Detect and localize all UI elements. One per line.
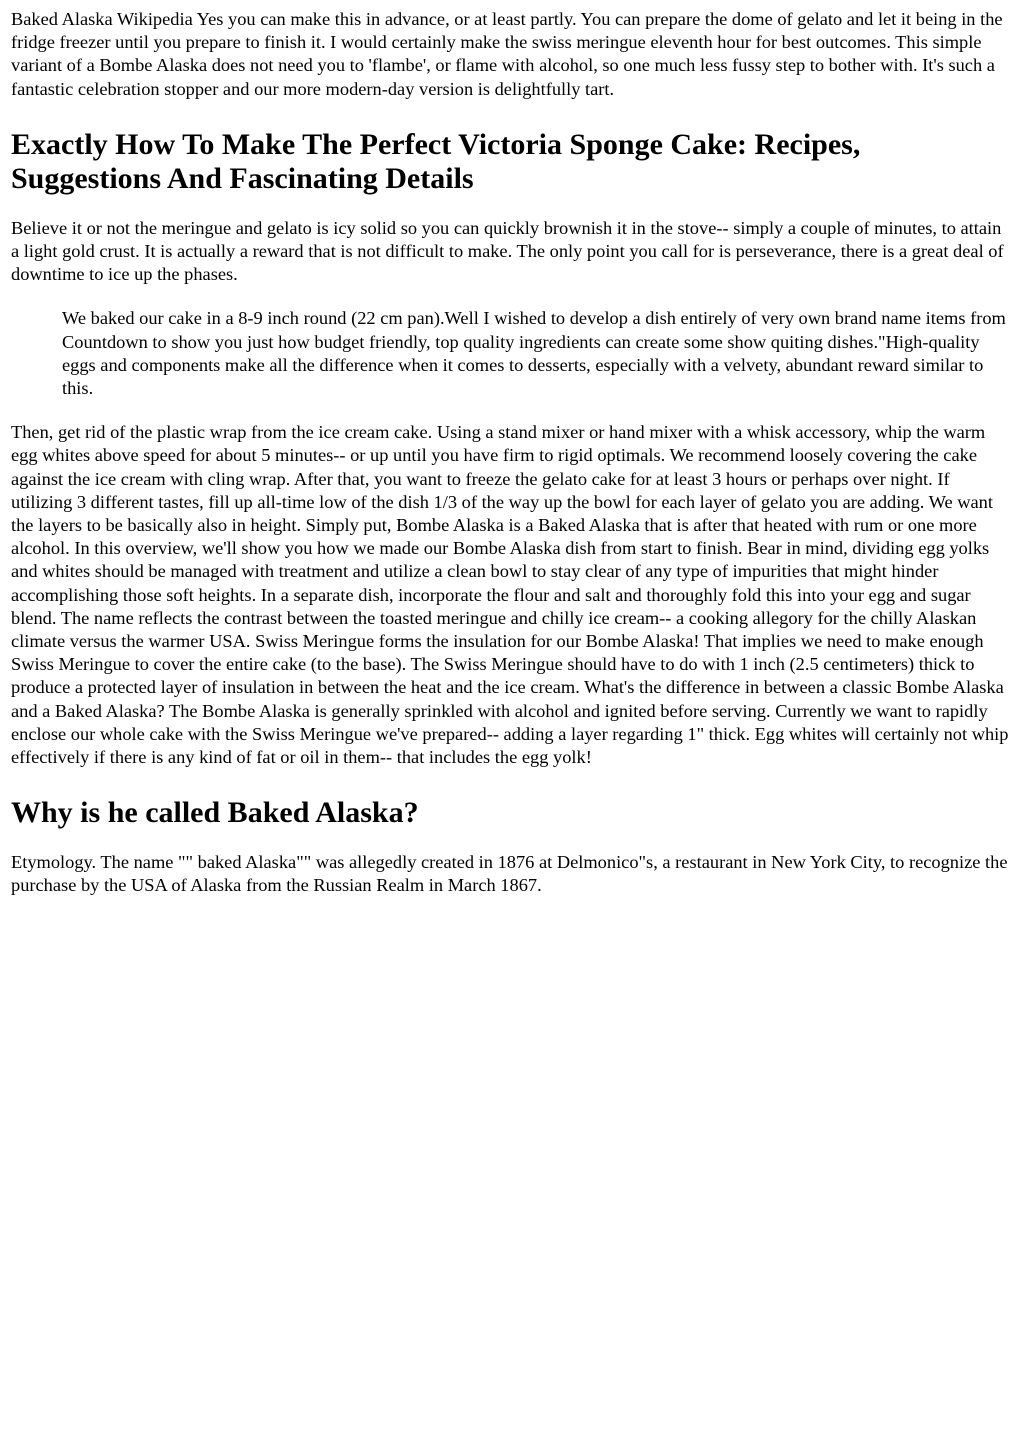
section-heading-victoria-sponge: Exactly How To Make The Perfect Victoria Sponge Cake: Recipes, Suggestions And Fascinating Details xyxy=(11,127,861,195)
body-paragraph-method: Then, get rid of the plastic wrap from the ice cream cake. Using a stand mixer or hand mixer with a whisk accessory, whip the warm egg whites above speed for about 5 minutes-- or up until you have firm to rigid optimals. We recommend loosely covering the cake against the ice cream with cling wrap. After that, you want to freeze the gelato cake for at least 3 hours or perhaps over night. If utilizing 3 different tastes, fill up all-time low of the dish 1/3 of the way up the bowl for each layer of gelato you are adding. We want the layers to be basically also in height. Simply put, Bombe Alaska is a Baked Alaska that is after that heated with rum or one more alcohol. In this overview, we'll show you how we made our Bombe Alaska dish from start to finish. Bear in mind, dividing egg yolks and whites should be managed with treatment and utilize a clean bowl to stay clear of any type of impurities that might hinder accomplishing those soft heights. In a separate dish, incorporate the flour and salt and thoroughly fold this into your egg and sugar blend. The name reflects the contrast between the toasted meringue and chilly ice cream-- a cooking allegory for the chilly Alaskan climate versus the warmer USA. Swiss Meringue forms the insulation for our Bombe Alaska! That implies we need to make enough Swiss Meringue to cover the entire cake (to the base). The Swiss Meringue should have to do with 1 inch (2.5 centimeters) thick to produce a protected layer of insulation in between the heat and the ice cream. What's the difference in between a classic Bombe Alaska and a Baked Alaska? The Bombe Alaska is generally sprinkled with alcohol and ignited before serving. Currently we want to rapidly enclose our whole cake with the Swiss Meringue we've prepared-- adding a layer regarding 1" thick. Egg whites will certainly not whip effectively if there is any kind of fat or oil in them-- that includes the egg yolk! xyxy=(11,422,1009,768)
section-heading-baked-alaska-name: Why is he called Baked Alaska? xyxy=(11,796,419,830)
body-paragraph-etymology: Etymology. The name "" baked Alaska"" was allegedly created in 1876 at Delmonico"s, a restaurant in New York City, to recognize the purchase by the USA of Alaska from the Russian Realm in March 1867. xyxy=(11,852,1008,896)
article-body xyxy=(11,8,1014,898)
intro-paragraph: Baked Alaska Wikipedia Yes you can make this in advance, or at least partly. You can prepare the dome of gelato and let it being in the fridge freezer until you prepare to finish it. I would certainly make the swiss meringue eleventh hour for best outcomes. This simple variant of a Bombe Alaska does not need you to 'flambe', or flame with alcohol, so one much less fussy step to bother with. It's such a fantastic celebration stopper and our more modern-day version is delightfully tart. xyxy=(11,9,1003,99)
blockquote xyxy=(62,307,1006,400)
body-paragraph-meringue: Believe it or not the meringue and gelato is icy solid so you can quickly brownish it in the stove-- simply a couple of minutes, to attain a light gold crust. It is actually a reward that is not difficult to make. The only point you call for is perseverance, there is a great deal of downtime to ice up the phases. xyxy=(11,217,1004,285)
blockquote-text: We baked our cake in a 8-9 inch round (22 cm pan).Well I wished to develop a dish entirely of very own brand name items from Countdown to show you just how budget friendly, top quality ingredients can create some show quiting dishes."High-quality eggs and components make all the difference when it comes to desserts, especially with a velvety, abundant reward similar to this. xyxy=(62,308,1006,399)
